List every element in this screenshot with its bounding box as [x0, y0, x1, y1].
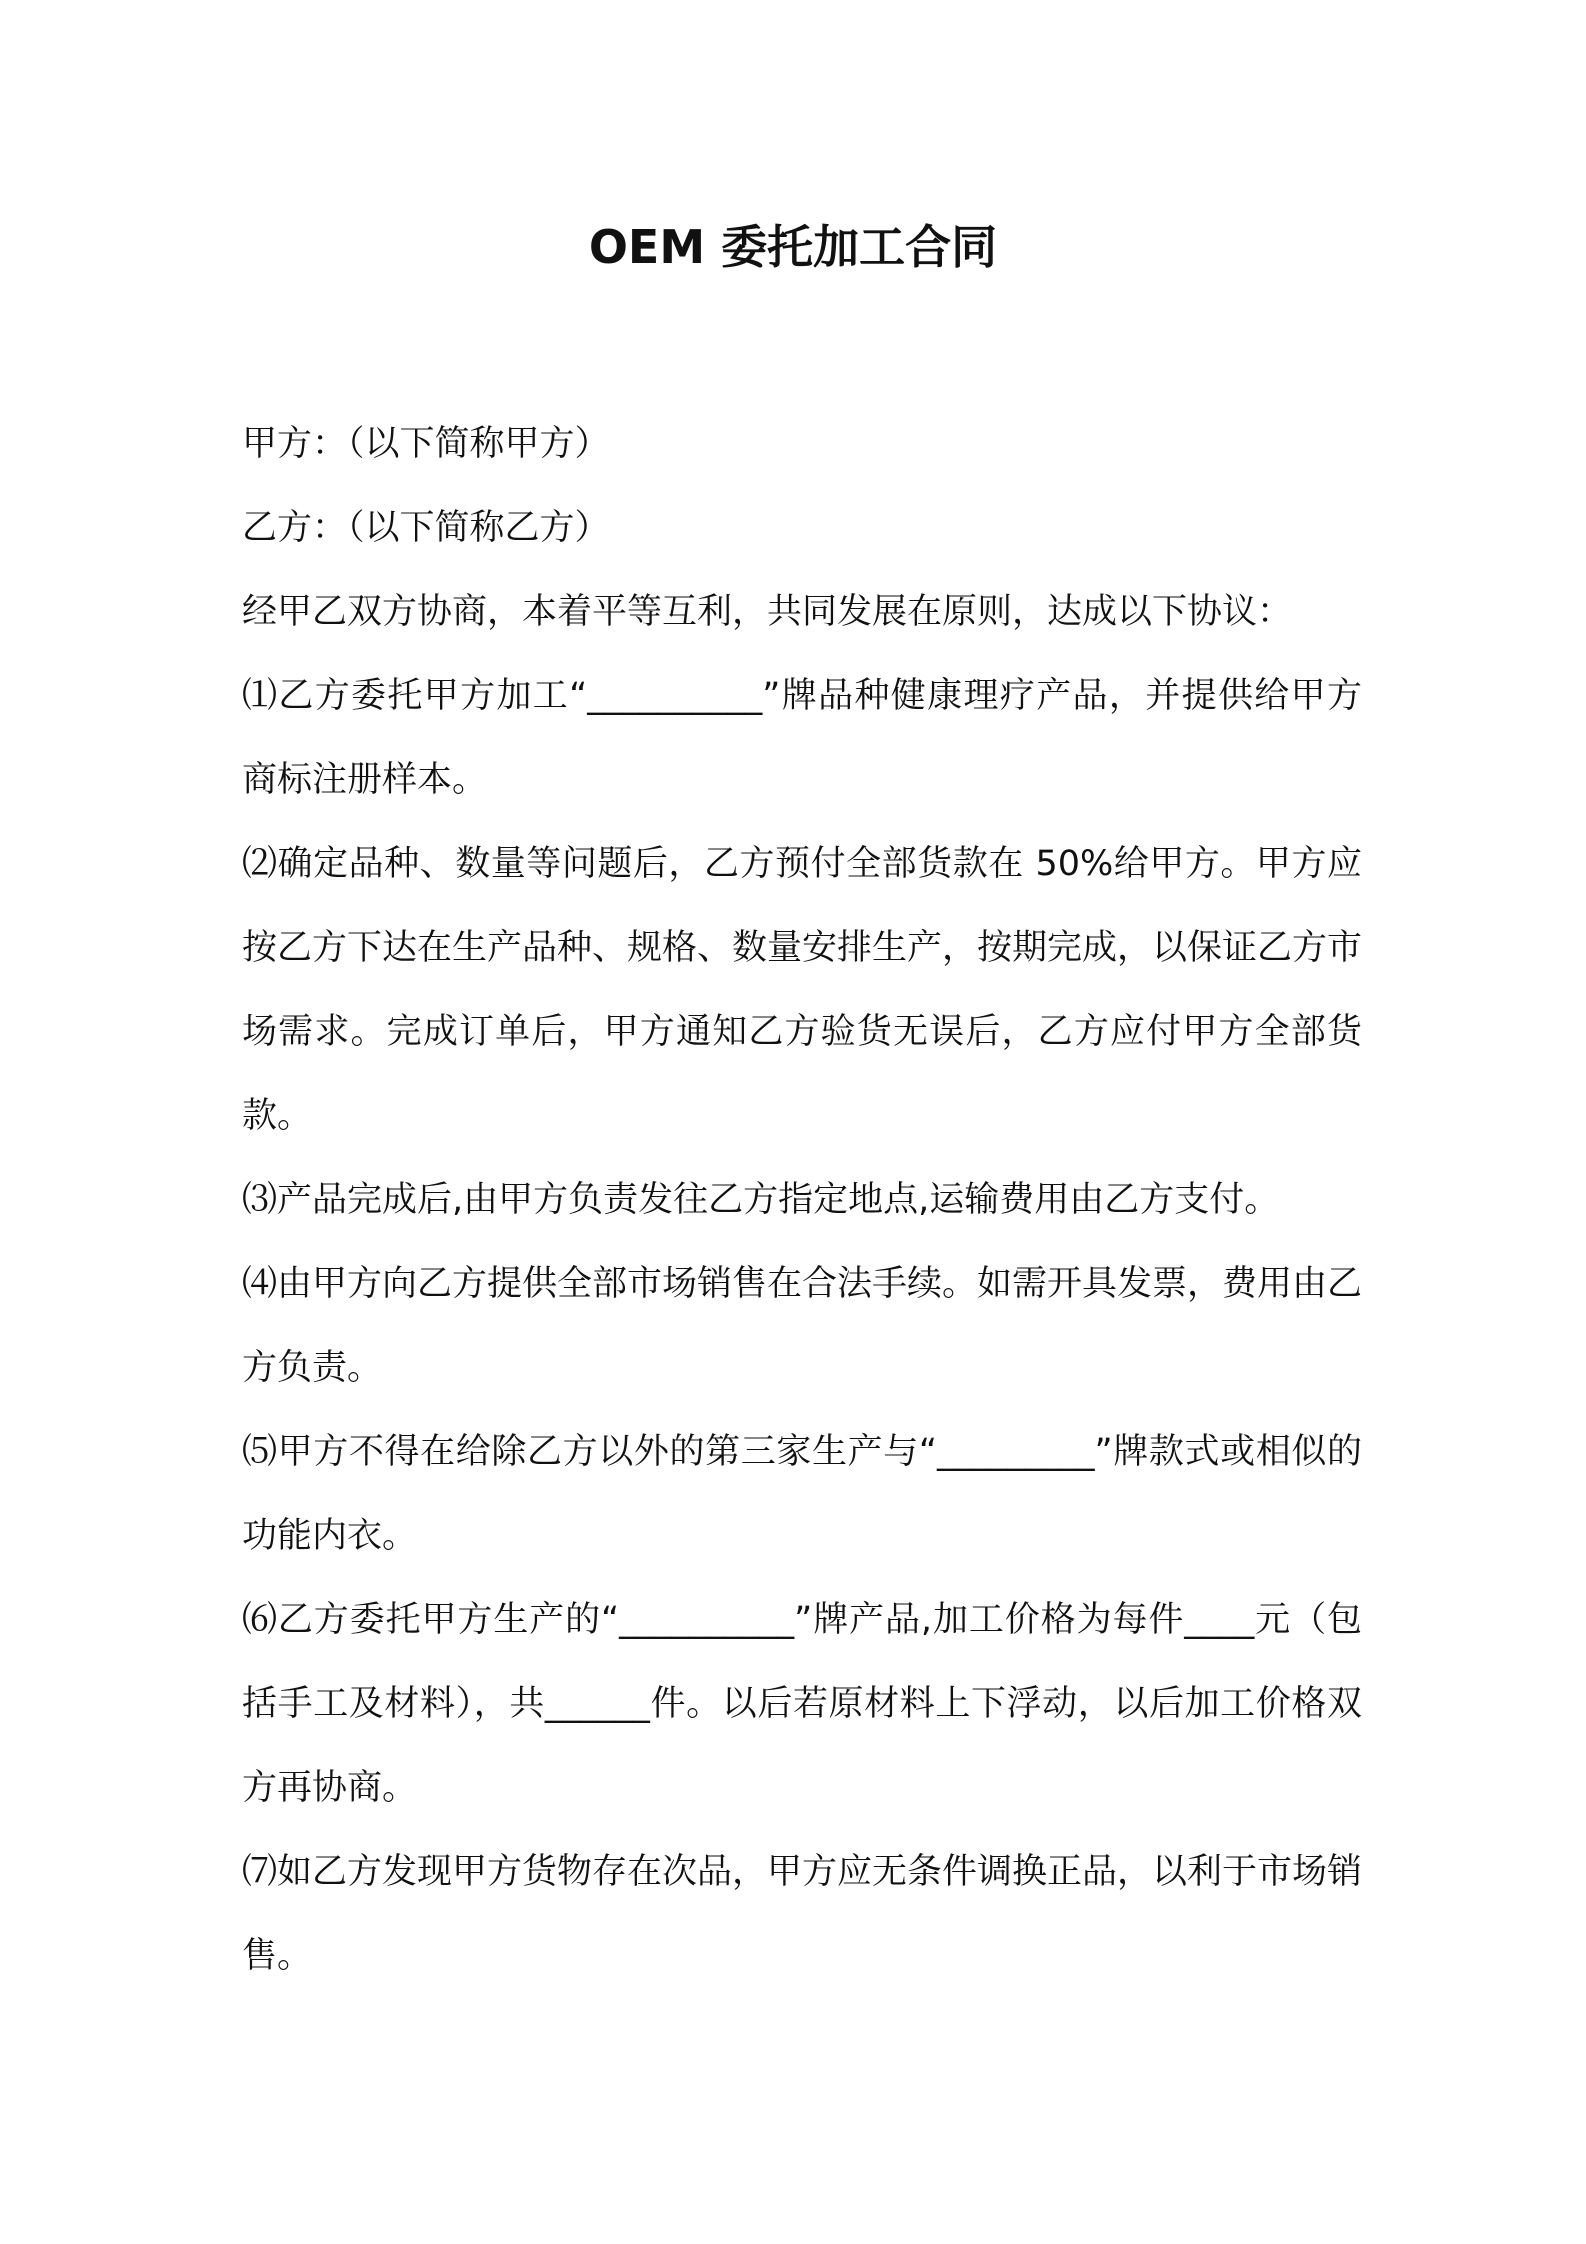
clause-6: ⑹乙方委托甲方生产的“__________”牌产品,加工价格为每件____元（包括手工及材料），共______件。以后若原材料上下浮动，以后加工价格双方再协商。 — [242, 1600, 1362, 1808]
clause-3: ⑶产品完成后,由甲方负责发往乙方指定地点,运输费用由乙方支付。 — [242, 1180, 1280, 1220]
party-a-line: 甲方：（以下简称甲方） — [242, 424, 610, 464]
document-body — [242, 402, 1362, 1998]
document-title: OEM 委托加工合同 — [588, 220, 998, 274]
clause-2: ⑵确定品种、数量等问题后，乙方预付全部货款在 50%给甲方。甲方应按乙方下达在生产品种、规格、数量安排生产，按期完成，以保证乙方市场需求。完成订单后，甲方通知乙方验货无误后，乙方应付甲方全部货款。 — [242, 844, 1363, 1136]
party-b-line: 乙方：（以下简称乙方） — [242, 508, 610, 548]
clause-5: ⑸甲方不得在给除乙方以外的第三家生产与“_________”牌款式或相似的功能内衣。 — [242, 1432, 1362, 1556]
clause-7: ⑺如乙方发现甲方货物存在次品，甲方应无条件调换正品，以利于市场销售。 — [242, 1852, 1363, 1976]
clause-1: ⑴乙方委托甲方加工“__________”牌品种健康理疗产品，并提供给甲方商标注册样本。 — [242, 676, 1362, 800]
intro-paragraph: 经甲乙双方协商，本着平等互利，共同发展在原则，达成以下协议： — [242, 592, 1293, 632]
clause-4: ⑷由甲方向乙方提供全部市场销售在合法手续。如需开具发票，费用由乙方负责。 — [242, 1264, 1363, 1388]
